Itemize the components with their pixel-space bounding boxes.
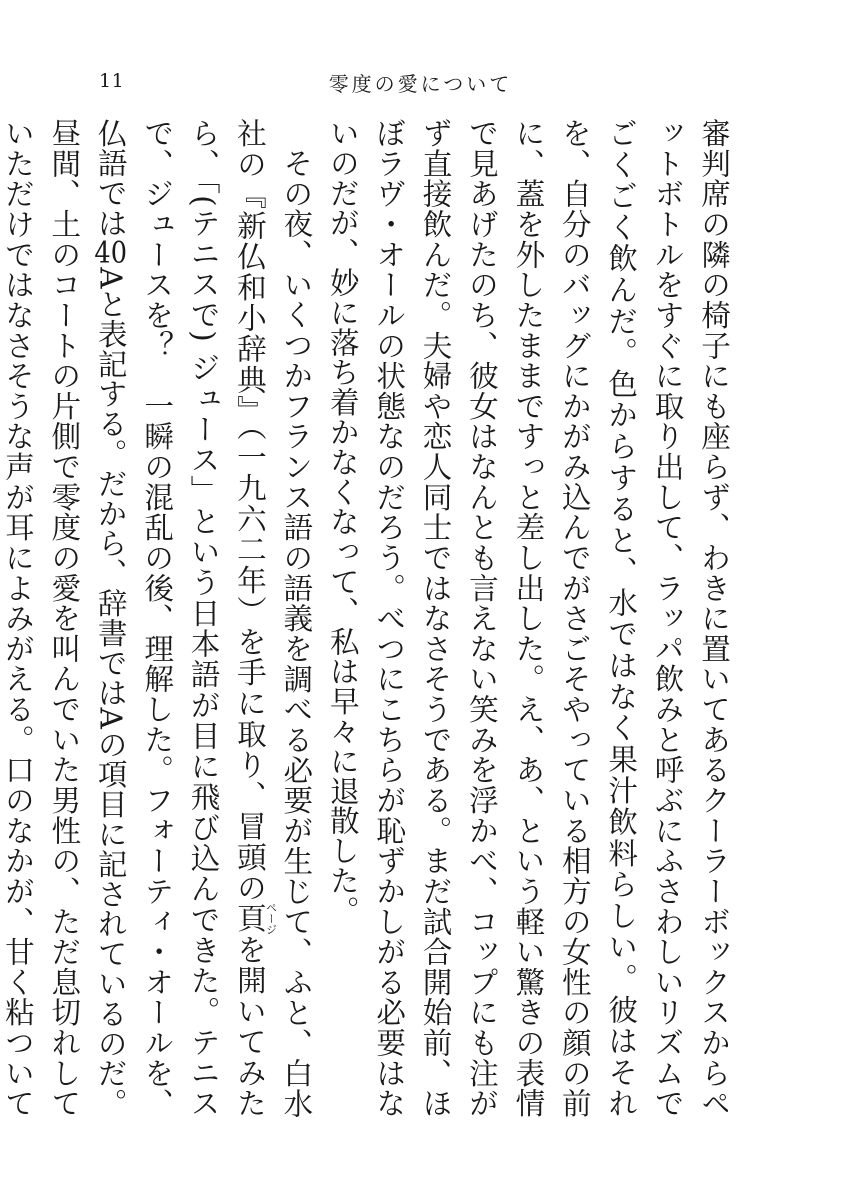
page-number: 11 — [99, 70, 125, 92]
paragraph-text: を開いてみたら、「(テニスで) ジュース」という日本語が目に飛び込んできた。テニスで、ジュースを？ 一瞬の混乱の後、理解した。フォーティ・オールを、仏語では — [93, 118, 267, 1118]
paragraph-text: その夜、いくつかフランス語の語義を調べる必要が生じて、ふと、白水社の『新仏和小辞典』（一九六二年）を手に取り、冒頭の — [232, 118, 314, 1118]
running-head: 零度の愛について — [328, 72, 513, 96]
furigana-word — [232, 901, 278, 935]
tate-chu-yoko-number: 40 — [94, 237, 127, 268]
ruby-reading: ページ — [264, 901, 278, 935]
ruby-base: 頁 — [232, 901, 267, 935]
paragraph-text: Aと表記する。だから、辞書ではAの項目に記されているのだ。昼間、土のコートの片側で零度の愛を叫んでいた男性の、ただ息切れしていただけではなさそうな声が耳によみがえる。口のなかが、甘く粘ついて — [0, 118, 128, 1118]
vertical-body-text — [0, 118, 737, 1118]
paragraph — [319, 118, 737, 1118]
paragraph — [0, 118, 319, 1118]
paragraph-text: 審判席の隣の椅子にも座らず、わきに置いてあるクーラーボックスからペットボトルをすぐに取り出して、ラッパ飲みと呼ぶにふさわしいリズムでごくごく飲んだ。色からすると、水ではなく果汁飲料らしい。彼はそれを、自分のバッグにかがみ込んでがさごそやっている相方の女性の顔の前に、蓋を外したままですっと差し出した。え、あ、という軽い驚きの表情で見あげたのち、彼女はなんとも言えない笑みを浮かべ、コップにも注がず直接飲んだ。夫婦や恋人同士ではなさそうである。まだ試合開始前、ほぼラヴ・オールの状態なのだろう。べつにこちらが恥ずかしがる必要はないのだが、妙に落ち着かなくなって、私は早々に退散した。 — [325, 118, 731, 1118]
